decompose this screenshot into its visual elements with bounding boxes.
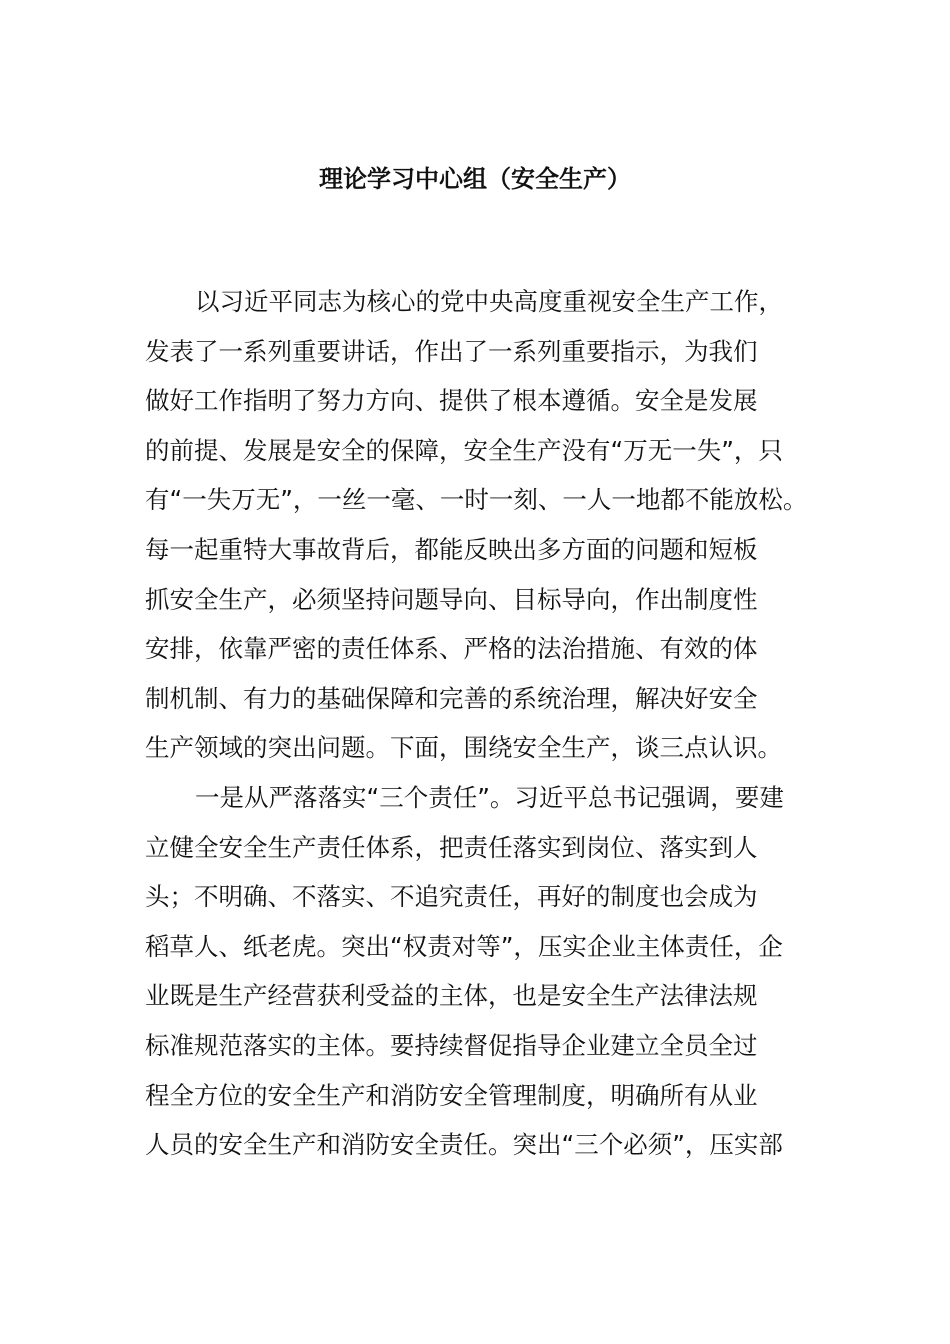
paragraph-line: 制机制、有力的基础保障和完善的系统治理，解决好安全	[145, 683, 758, 713]
paragraph-line: 立健全安全生产责任体系，把责任落实到岗位、落实到人	[145, 832, 758, 862]
paragraph-line: 稻草人、纸老虎。突出“权责对等”，压实企业主体责任，企	[145, 931, 783, 961]
paragraph-line: 发表了一系列重要讲话，作出了一系列重要指示，为我们	[145, 336, 758, 366]
paragraph-line: 做好工作指明了努力方向、提供了根本遵循。安全是发展	[145, 386, 758, 416]
paragraph-line: 安排，依靠严密的责任体系、严格的法治措施、有效的体	[145, 634, 758, 664]
paragraph-line: 标准规范落实的主体。要持续督促指导企业建立全员全过	[145, 1030, 758, 1060]
document-body	[145, 277, 825, 1170]
paragraph-line: 有“一失万无”，一丝一毫、一时一刻、一人一地都不能放松。	[145, 485, 808, 515]
paragraph-line: 头；不明确、不落实、不追究责任，再好的制度也会成为	[145, 882, 758, 912]
paragraph-line: 人员的安全生产和消防安全责任。突出“三个必须”，压实部	[145, 1130, 783, 1160]
paragraph-line: 的前提、发展是安全的保障，安全生产没有“万无一失”，只	[145, 435, 783, 465]
paragraph-line: 生产领域的突出问题。下面，围绕安全生产，谈三点认识。	[145, 733, 782, 763]
paragraph-line: 抓安全生产，必须坚持问题导向、目标导向，作出制度性	[145, 584, 758, 614]
document-title: 理论学习中心组（安全生产）	[319, 165, 631, 193]
paragraph-line: 以习近平同志为核心的党中央高度重视安全生产工作，	[195, 287, 783, 316]
paragraph-line: 业既是生产经营获利受益的主体，也是安全生产法律法规	[145, 981, 758, 1011]
paragraph-line: 程全方位的安全生产和消防安全管理制度，明确所有从业	[145, 1080, 758, 1110]
paragraph-line: 每一起重特大事故背后，都能反映出多方面的问题和短板	[145, 534, 758, 564]
paragraph-line: 一是从严落落实“三个责任”。习近平总书记强调，要建	[195, 782, 784, 812]
